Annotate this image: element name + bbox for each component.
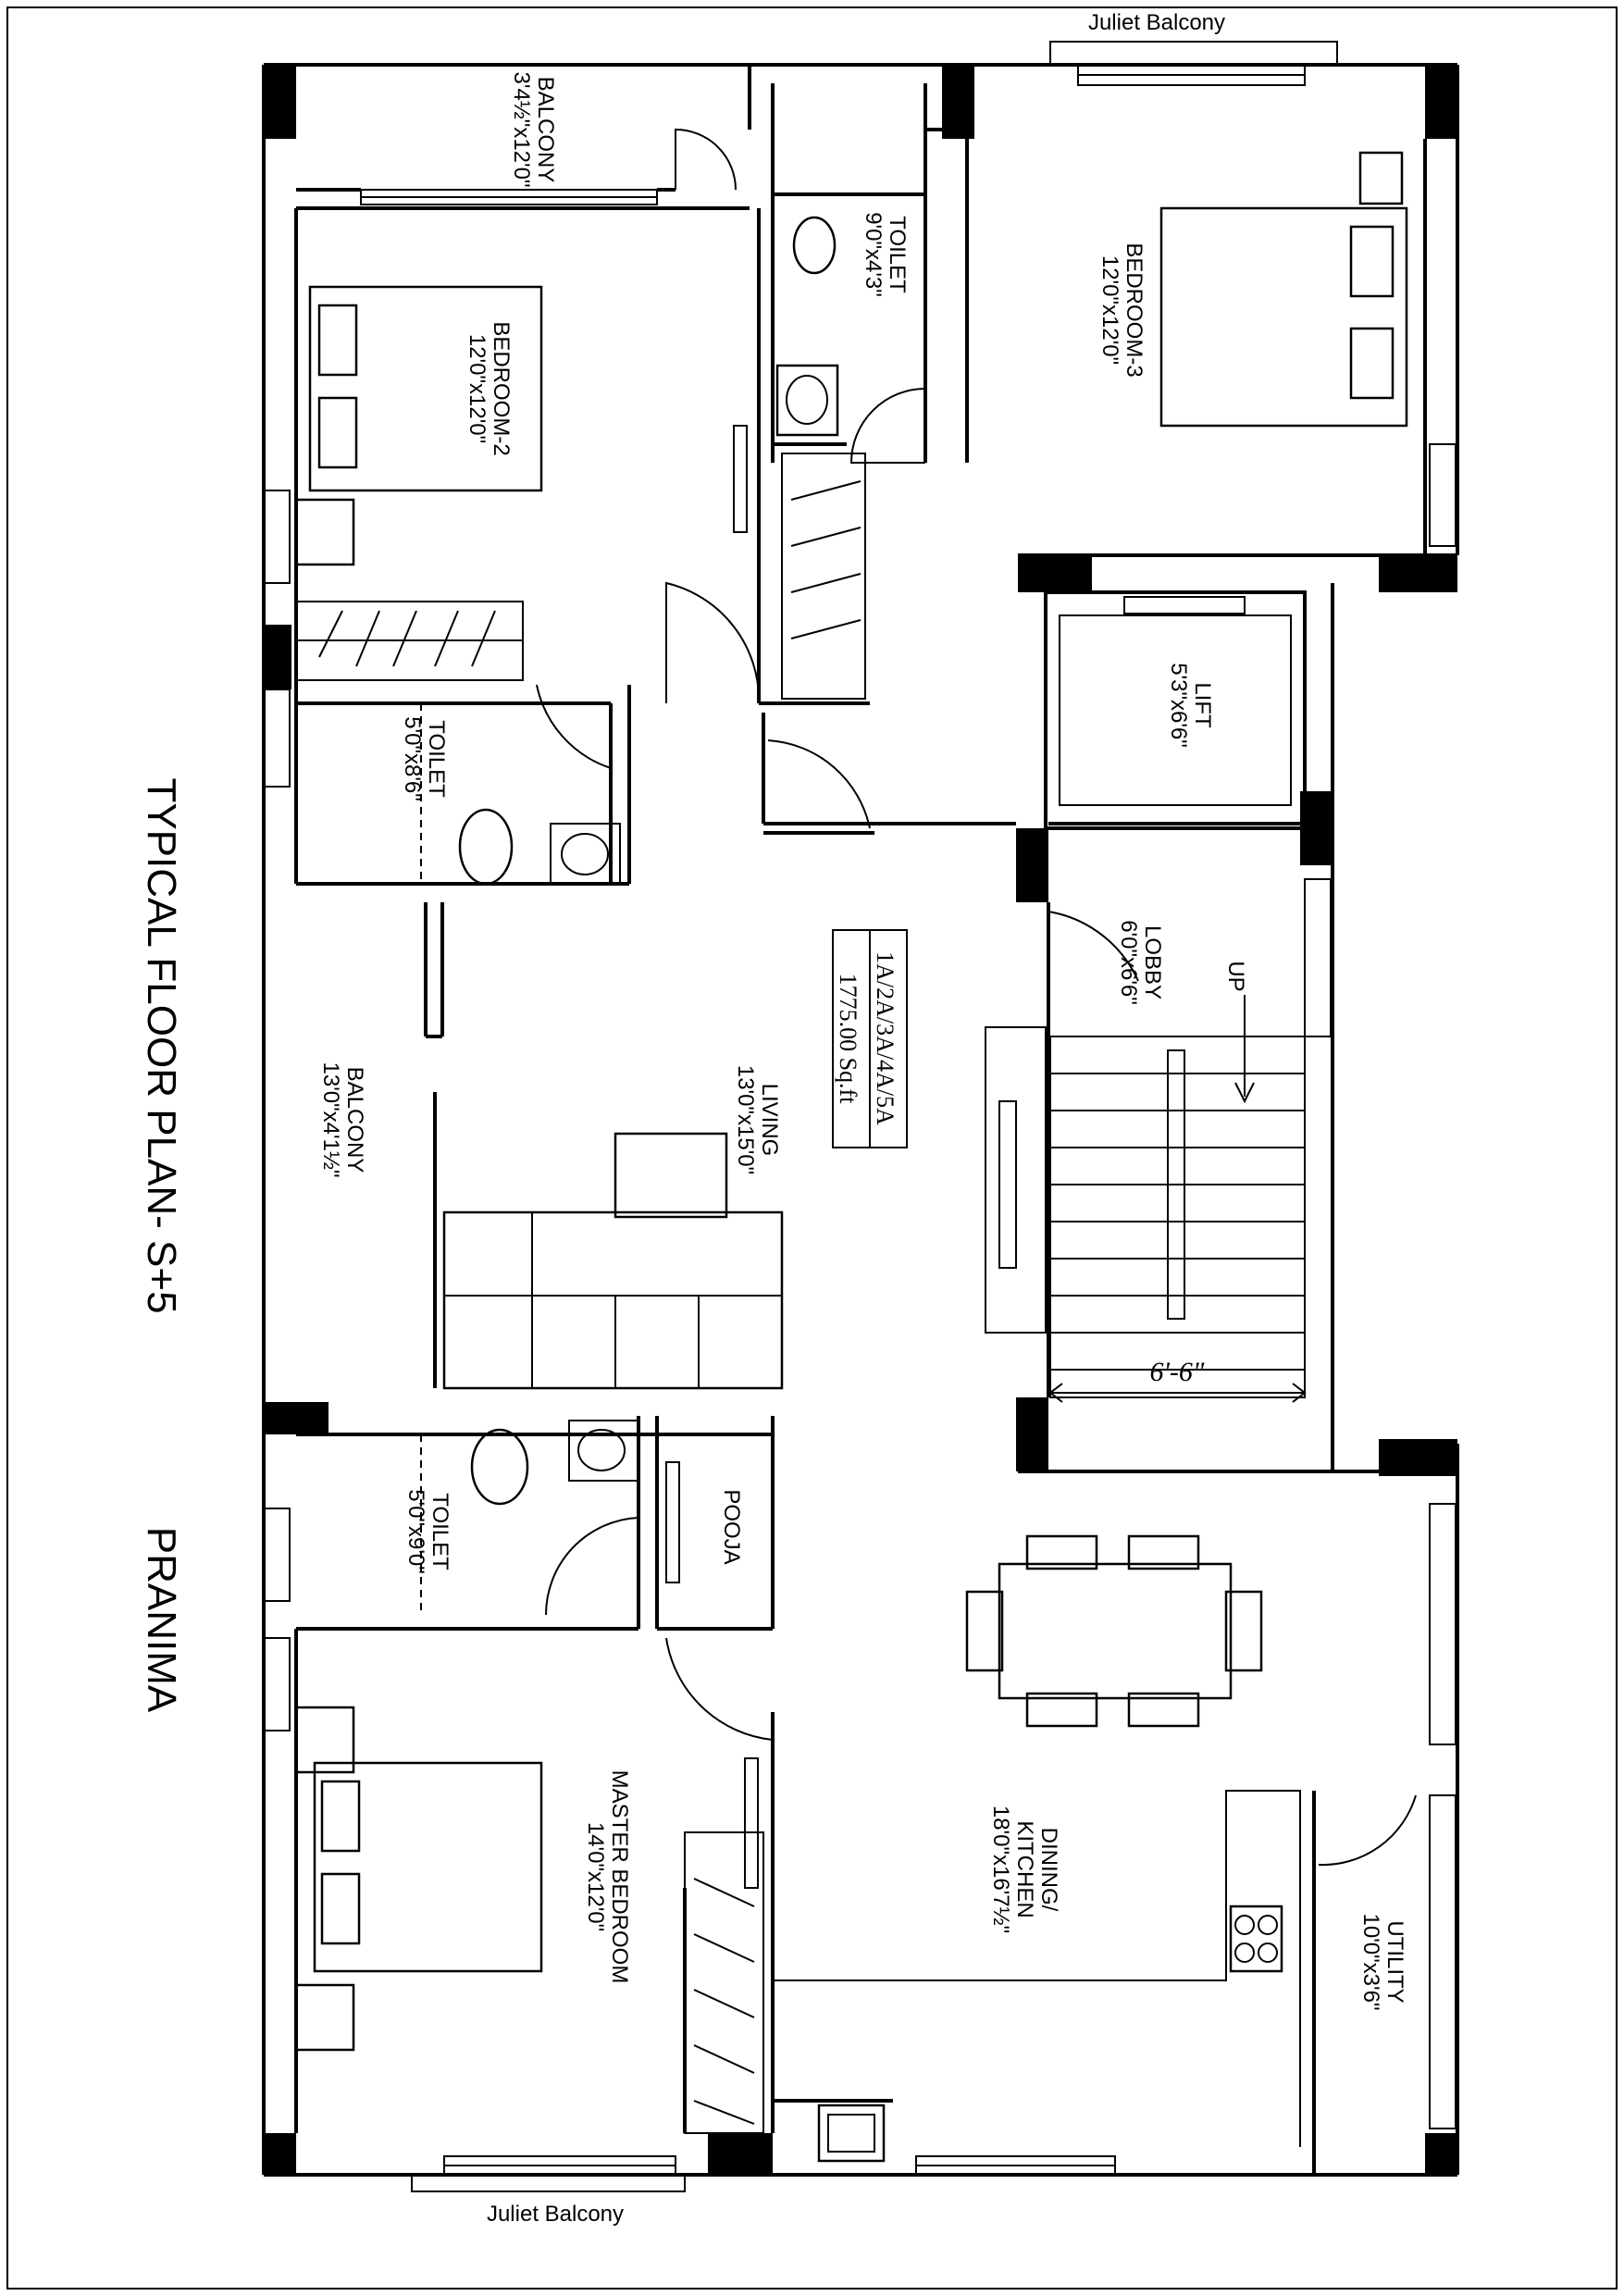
bedroom2-dims: 12'0"x12'0": [465, 333, 490, 444]
toilet-bottom-dims: 5'0"x9'0": [403, 1489, 428, 1574]
lift-name: LIFT: [1190, 682, 1215, 728]
staircase: [986, 995, 1305, 1402]
balcony-left-name: BALCONY: [342, 1066, 367, 1173]
windows: [264, 42, 1456, 2191]
stair-up-label: UP: [1223, 961, 1248, 992]
structural-columns: [264, 65, 1457, 2175]
toilet-top-name: TOILET: [885, 216, 910, 293]
utility-name: UTILITY: [1382, 1920, 1407, 2004]
bedroom3-dims: 12'0"x12'0": [1097, 254, 1122, 366]
dining-dims: 18'0"x16'7½": [988, 1805, 1013, 1934]
toilet-top-dims: 9'0"x4'3": [861, 212, 886, 297]
pooja-name: POOJA: [719, 1489, 744, 1565]
juliet-balcony-top: Juliet Balcony: [1087, 10, 1226, 35]
kitchen-name: KITCHEN: [1012, 1820, 1037, 1918]
toilet-mid-name: TOILET: [424, 720, 449, 798]
outer-walls: [264, 65, 1457, 2175]
flat-units: 1A/2A/3A/4A/5A: [872, 951, 899, 1125]
plan-title: TYPICAL FLOOR PLAN- S+5: [139, 777, 184, 1314]
toilet-mid-dims: 5'0"x8'6": [400, 716, 425, 801]
wardrobes: [296, 453, 865, 2133]
lobby-name: LOBBY: [1140, 925, 1165, 1000]
balcony-left-dims: 13'0"x4'1½": [318, 1061, 343, 1178]
utility-dims: 10'0"x3'6": [1358, 1913, 1383, 2011]
stair-width-dim: 6'-6": [1149, 1357, 1205, 1387]
doors: [537, 130, 1416, 1888]
master-dims: 14'0"x12'0": [583, 1821, 608, 1932]
living-furniture: [444, 1134, 782, 1388]
juliet-balcony-bottom: Juliet Balcony: [486, 2202, 625, 2227]
living-dims: 13'0"x15'0": [733, 1064, 758, 1175]
lobby-dims: 6'0"x6'6": [1116, 920, 1141, 1005]
flat-area: 1775.00 Sq.ft: [835, 973, 862, 1104]
living-name: LIVING: [757, 1083, 782, 1157]
master-name: MASTER BEDROOM: [607, 1769, 632, 1984]
balcony-top-name: BALCONY: [533, 76, 558, 183]
bedroom3-name: BEDROOM-3: [1122, 242, 1147, 378]
lift-dims: 5'3"x6'6": [1166, 663, 1191, 748]
flat-area-box: [833, 930, 907, 1148]
bedroom2-name: BEDROOM-2: [489, 321, 514, 456]
dining-table: [967, 1536, 1261, 1726]
project-name: PRANIMA: [139, 1526, 184, 1713]
dining-name: DINING/: [1036, 1827, 1061, 1912]
balcony-top-dims: 3'4½"x12'0": [509, 71, 534, 188]
toilet-bottom-name: TOILET: [428, 1493, 452, 1570]
